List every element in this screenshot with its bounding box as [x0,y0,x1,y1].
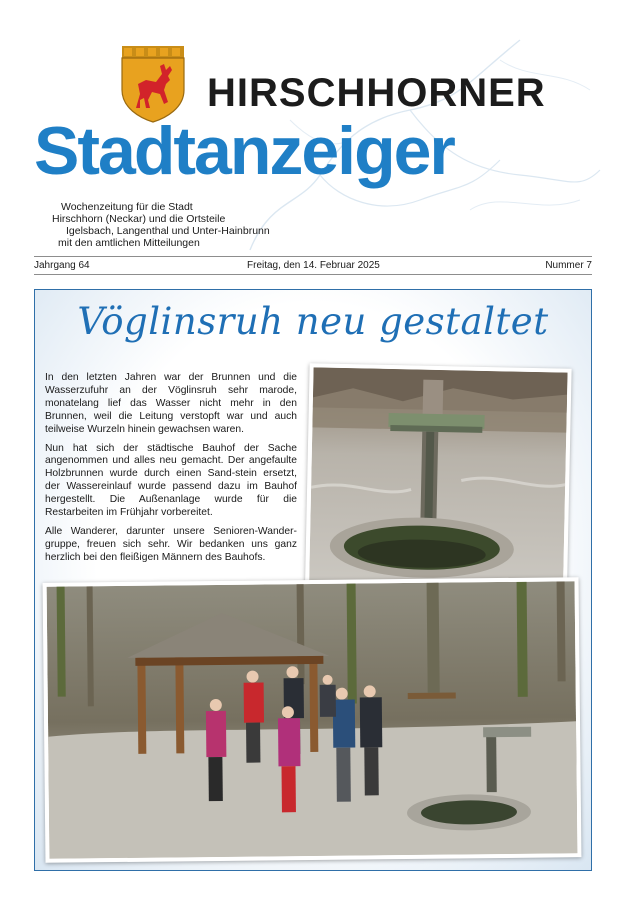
subtitle-line: Hirschhorn (Neckar) und die Ortsteile [52,213,226,225]
issue-date: Freitag, den 14. Februar 2025 [247,260,380,271]
article-paragraph: Nun hat sich der städtische Bauhof der Sache angenommen und alles neu gemacht. Der angefaulte Holzbrunnen wurde durch einen Sand-stein ersetzt, der Wassereinlauf wurde passend dazu im Bauhof hergestellt. Die Außenanlage wurde für die Restarbeiten im Frühjahr vorbereitet. [45,442,297,519]
masthead-title-main: Stadtanzeiger [34,113,454,189]
issue-info-bar [34,259,592,273]
feature-article [34,289,592,871]
masthead [0,0,625,255]
hiking-group-at-shelter-photo [43,577,582,863]
subtitle-line: mit den amtlichen Mitteilungen [58,237,200,249]
article-paragraph: Alle Wanderer, darunter unsere Senioren-Wander-gruppe, freuen sich sehr. Wir bedanken uns ganz herzlich bei den fleißigen Männern des Bauhofs. [45,525,297,563]
article-body [45,372,297,571]
article-headline: Vöglinsruh neu gestaltet [77,300,549,343]
issue-volume: Jahrgang 64 [34,260,90,271]
masthead-title-top: HIRSCHHORNER [207,71,546,115]
subtitle-line: Igelsbach, Langenthal und Unter-Hainbrunn [66,225,270,237]
divider [34,256,592,257]
divider [34,274,592,275]
article-paragraph: In den letzten Jahren war der Brunnen und die Wasserzufuhr an der Vöglinsruh sehr marode, monatelang lief das Wasser nicht mehr in den Brunnen, weil die Leitung verstopft war und auch teilweise Wurzeln hinein gewachsen waren. [45,372,297,435]
issue-number: Nummer 7 [545,260,592,271]
subtitle-line: Wochenzeitung für die Stadt [61,201,193,213]
